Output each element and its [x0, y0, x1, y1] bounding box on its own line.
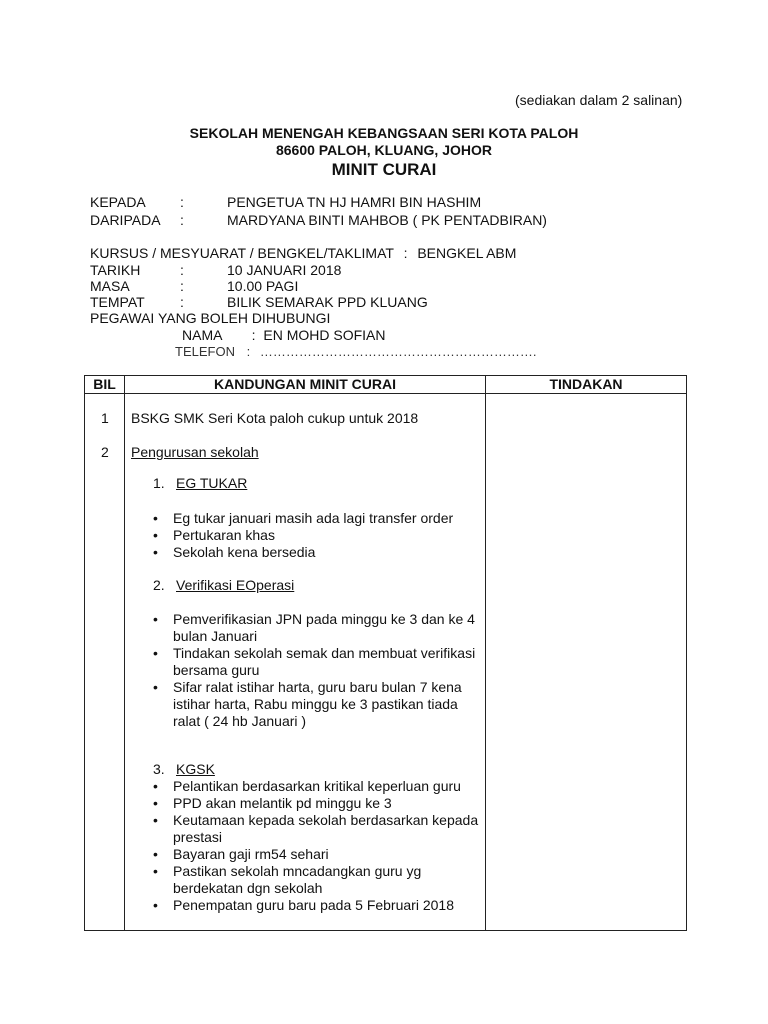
- date-label: TARIKH: [90, 262, 141, 278]
- bullet-icon: •: [153, 611, 158, 627]
- bil-cell: [85, 394, 125, 931]
- bullet-text: Keutamaan kepada sekolah berdasarkan kepada prestasi: [173, 812, 479, 845]
- bullet-text: Sifar ralat istihar harta, guru baru bulan 7 kena istihar harta, Rabu minggu ke 3 pastikan tiada ralat ( 24 hb Januari ): [173, 679, 462, 729]
- name-label: NAMA: [182, 327, 222, 343]
- bullet-text: Penempatan guru baru pada 5 Februari 2018: [173, 897, 454, 913]
- colon: :: [180, 278, 184, 294]
- table-header-row: [85, 376, 687, 394]
- bullet-icon: •: [153, 679, 158, 695]
- colon: :: [251, 327, 256, 343]
- bullet-text: Pastikan sekolah mncadangkan guru yg berdekatan dgn sekolah: [173, 863, 422, 896]
- event-label: KURSUS / MESYUARAT / BENGKEL/TAKLIMAT: [90, 245, 394, 261]
- bullet-icon: •: [153, 645, 158, 661]
- phone-value: ……………………………………………………….: [259, 344, 537, 359]
- from-value: MARDYANA BINTI MAHBOB ( PK PENTADBIRAN): [227, 212, 547, 228]
- colon: :: [180, 262, 184, 278]
- table-row: [85, 394, 687, 931]
- minutes-table: [84, 375, 687, 931]
- to-value: PENGETUA TN HJ HAMRI BIN HASHIM: [227, 194, 482, 210]
- row2-text: Pengurusan sekolah: [131, 444, 259, 460]
- bullet-text: Pemverifikasian JPN pada minggu ke 3 dan ke 4 bulan Januari: [173, 611, 475, 644]
- bullet-icon: •: [153, 510, 158, 526]
- action-header: TINDAKAN: [486, 376, 687, 394]
- date-value: 10 JANUARI 2018: [227, 262, 342, 278]
- bullet-text: Pelantikan berdasarkan kritikal keperluan guru: [173, 778, 461, 794]
- contact-row: [90, 309, 330, 327]
- bullet-text: PPD akan melantik pd minggu ke 3: [173, 795, 392, 811]
- colon: :: [180, 212, 184, 228]
- bullet-text: Eg tukar januari masih ada lagi transfer order: [173, 510, 454, 526]
- colon: :: [403, 245, 408, 261]
- phone-row: [175, 343, 536, 361]
- bullet-text: Tindakan sekolah semak dan membuat verifikasi bersama guru: [173, 645, 476, 678]
- bullet-icon: •: [153, 795, 158, 811]
- event-value: BENGKEL ABM: [417, 245, 517, 261]
- row-number: 1: [101, 410, 109, 426]
- bullet-text: Bayaran gaji rm54 sehari: [173, 846, 329, 862]
- page-title: MINIT CURAI: [331, 160, 437, 179]
- action-cell: [486, 394, 687, 931]
- bullet-text: Sekolah kena bersedia: [173, 544, 316, 560]
- colon: :: [180, 294, 184, 310]
- time-label: MASA: [90, 278, 130, 294]
- contact-label: PEGAWAI YANG BOLEH DIHUBUNGI: [90, 310, 331, 326]
- row-number: 2: [101, 444, 109, 460]
- section-title: EG TUKAR: [176, 475, 248, 491]
- bullet-icon: •: [153, 846, 158, 862]
- bullet-icon: •: [153, 544, 158, 560]
- section-number: 2.: [153, 577, 165, 593]
- bil-header: BIL: [85, 376, 125, 394]
- bullet-text: Pertukaran khas: [173, 527, 275, 543]
- colon: :: [246, 344, 251, 359]
- section-number: 1.: [153, 475, 165, 491]
- section-number: 3.: [153, 761, 165, 777]
- school-name: SEKOLAH MENENGAH KEBANGSAAN SERI KOTA PALOH: [189, 125, 579, 141]
- section-title: Verifikasi EOperasi: [176, 577, 295, 593]
- bullet-icon: •: [153, 863, 158, 879]
- to-label: KEPADA: [90, 194, 146, 210]
- content-cell: [125, 394, 486, 931]
- school-address: 86600 PALOH, KLUANG, JOHOR: [275, 142, 492, 158]
- name-value: EN MOHD SOFIAN: [263, 327, 386, 343]
- bullet-icon: •: [153, 778, 158, 794]
- from-label: DARIPADA: [90, 212, 161, 228]
- colon: :: [180, 194, 184, 210]
- place-value: BILIK SEMARAK PPD KLUANG: [227, 294, 428, 310]
- event-row: [90, 244, 516, 262]
- phone-label: TELEFON: [175, 344, 235, 359]
- section-title: KGSK: [176, 761, 215, 777]
- bullet-icon: •: [153, 897, 158, 913]
- name-row: [182, 326, 385, 344]
- time-value: 10.00 PAGI: [227, 278, 299, 294]
- row1-text: BSKG SMK Seri Kota paloh cukup untuk 2018: [131, 410, 419, 426]
- content-header: KANDUNGAN MINIT CURAI: [125, 376, 486, 394]
- bullet-icon: •: [153, 527, 158, 543]
- bullet-icon: •: [153, 812, 158, 828]
- place-label: TEMPAT: [90, 294, 145, 310]
- copies-note: (sediakan dalam 2 salinan): [515, 92, 683, 108]
